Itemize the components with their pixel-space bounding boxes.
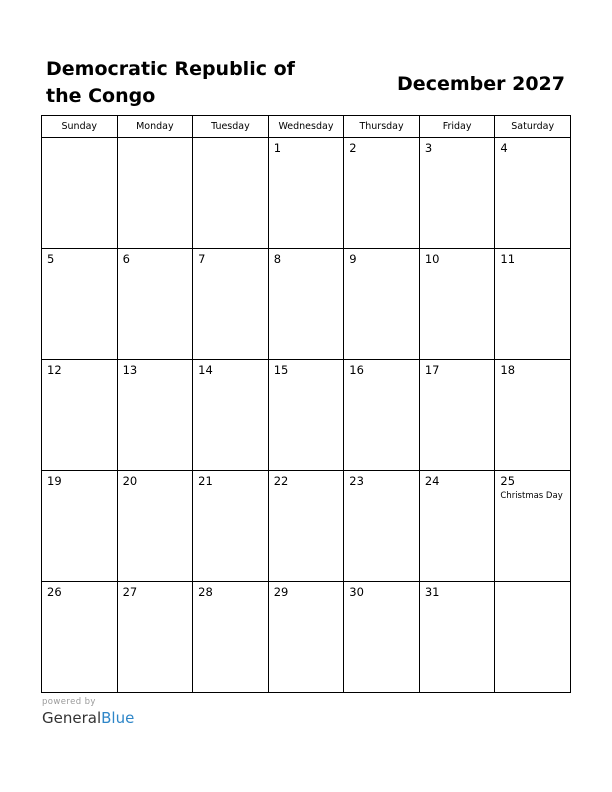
footer-branding xyxy=(42,697,134,727)
day-number: 14 xyxy=(198,363,213,377)
day-cell xyxy=(419,582,495,693)
day-cell xyxy=(268,138,344,249)
day-cell xyxy=(419,360,495,471)
day-cell xyxy=(495,138,571,249)
brand-name-blue: Blue xyxy=(101,709,135,727)
powered-by-label: powered by xyxy=(42,697,96,707)
day-cell xyxy=(42,360,118,471)
day-number: 31 xyxy=(424,585,440,599)
day-cell xyxy=(268,471,344,582)
weekday-header: Wednesday xyxy=(268,116,344,138)
day-cell xyxy=(495,360,571,471)
day-number: 29 xyxy=(273,585,289,599)
day-cell xyxy=(193,582,269,693)
day-number: 22 xyxy=(273,474,289,488)
day-cell xyxy=(268,249,344,360)
day-number: 13 xyxy=(122,363,138,377)
day-cell xyxy=(42,582,118,693)
page-title-month: December 2027 xyxy=(397,73,565,95)
day-number: 6 xyxy=(122,252,130,266)
day-cell xyxy=(419,249,495,360)
day-cell xyxy=(344,360,420,471)
day-cell xyxy=(193,138,269,249)
day-number: 11 xyxy=(500,252,516,266)
day-number: 17 xyxy=(424,363,440,377)
day-number: 23 xyxy=(349,474,364,488)
day-cell xyxy=(193,360,269,471)
day-cell xyxy=(495,582,571,693)
day-cell xyxy=(42,138,118,249)
day-number: 27 xyxy=(122,585,138,599)
day-cell xyxy=(117,138,193,249)
weekday-header: Thursday xyxy=(344,116,420,138)
day-number: 5 xyxy=(47,252,55,266)
day-number: 30 xyxy=(349,585,364,599)
day-number: 20 xyxy=(122,474,138,488)
weekday-header: Sunday xyxy=(42,116,118,138)
day-cell xyxy=(495,471,571,582)
day-number: 1 xyxy=(273,141,282,155)
week-row xyxy=(42,249,571,360)
brand-name-general: General xyxy=(42,709,102,727)
week-row xyxy=(42,471,571,582)
day-number: 21 xyxy=(198,474,213,488)
day-number: 15 xyxy=(273,363,289,377)
day-cell xyxy=(117,582,193,693)
day-cell xyxy=(42,249,118,360)
day-number: 4 xyxy=(500,141,508,155)
weekday-header: Saturday xyxy=(495,116,571,138)
holiday-label: Christmas Day xyxy=(500,491,563,501)
page-title-country: Democratic Republic of the Congo xyxy=(46,58,295,107)
weekday-header: Tuesday xyxy=(193,116,269,138)
day-cell xyxy=(419,138,495,249)
day-number: 7 xyxy=(198,252,206,266)
week-row xyxy=(42,582,571,693)
day-cell xyxy=(495,249,571,360)
day-number: 26 xyxy=(47,585,62,599)
day-number: 18 xyxy=(500,363,516,377)
day-number: 19 xyxy=(47,474,62,488)
day-cell xyxy=(268,582,344,693)
brand-logo xyxy=(42,709,134,727)
day-number: 12 xyxy=(47,363,62,377)
day-number: 3 xyxy=(424,141,433,155)
day-number: 8 xyxy=(273,252,282,266)
day-number: 2 xyxy=(349,141,357,155)
weekday-header: Monday xyxy=(117,116,193,138)
calendar-grid xyxy=(41,115,571,693)
day-number: 25 xyxy=(500,474,516,488)
day-cell xyxy=(193,471,269,582)
day-cell xyxy=(117,249,193,360)
day-number: 9 xyxy=(349,252,357,266)
week-row xyxy=(42,360,571,471)
day-cell xyxy=(419,471,495,582)
day-number: 10 xyxy=(424,252,440,266)
day-cell xyxy=(193,249,269,360)
day-number: 24 xyxy=(424,474,440,488)
day-number: 16 xyxy=(349,363,364,377)
day-cell xyxy=(268,360,344,471)
day-cell xyxy=(344,249,420,360)
day-cell xyxy=(344,138,420,249)
day-cell xyxy=(117,360,193,471)
day-number: 28 xyxy=(198,585,213,599)
day-cell xyxy=(344,582,420,693)
day-cell xyxy=(42,471,118,582)
day-cell xyxy=(117,471,193,582)
week-row xyxy=(42,138,571,249)
weekday-header-row xyxy=(42,116,571,138)
day-cell xyxy=(344,471,420,582)
weekday-header: Friday xyxy=(419,116,495,138)
